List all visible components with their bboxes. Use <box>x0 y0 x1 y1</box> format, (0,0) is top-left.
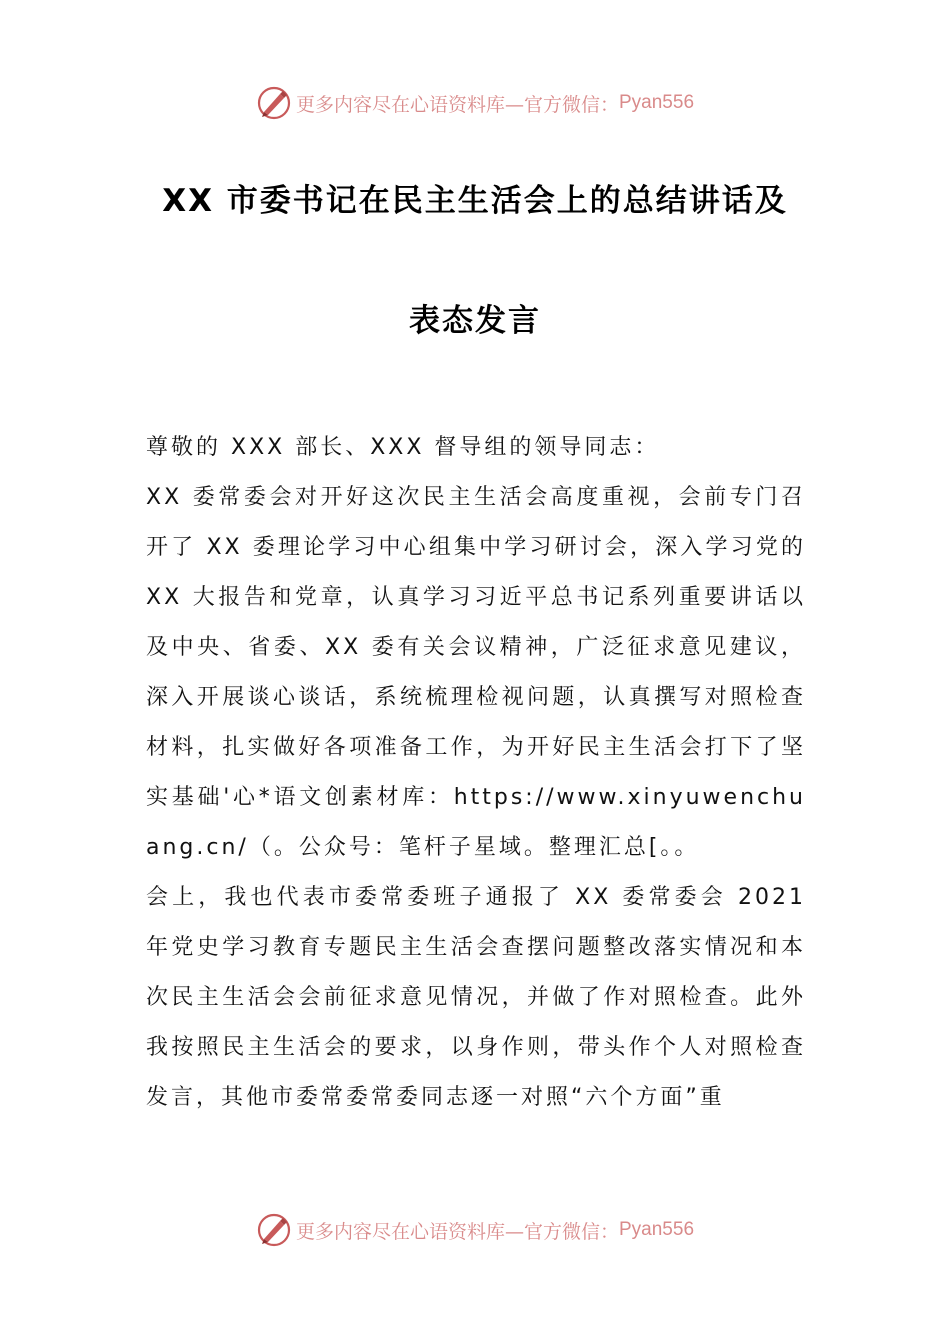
banner-wechat-id: Pyan556 <box>619 1219 695 1240</box>
header-watermark-banner <box>0 83 950 123</box>
banner-text: 更多内容尽在心语资料库—官方微信： <box>295 93 619 116</box>
footer-watermark-banner <box>0 1210 950 1250</box>
banner-wechat-id: Pyan556 <box>619 92 695 113</box>
salutation: 尊敬的 XXX 部长、XXX 督导组的领导同志： <box>146 435 660 460</box>
document-title-line-1: XX 市委书记在民主生活会上的总结讲话及 <box>162 183 788 219</box>
pen-logo-icon <box>256 85 292 121</box>
paragraph-2: 会上，我也代表市委常委班子通报了 XX 委常委会 2021 年党史学习教育专题民主生活会查摆问题整改落实情况和本次民主生活会会前征求意见情况，并做了作对照检查。此外我按照民主生活会的要求，以身作则，带头作个人对照检查发言，其他市委常委常委同志逐一对照“六个方面”重 <box>146 885 806 1110</box>
pen-logo-icon <box>256 1212 292 1248</box>
document-body <box>146 423 806 1123</box>
paragraph-1: XX 委常委会对开好这次民主生活会高度重视，会前专门召开了 XX 委理论学习中心组集中学习研讨会，深入学习党的 XX 大报告和党章，认真学习习近平总书记系列重要讲话以及中央、省委、XX 委有关会议精神，广泛征求意见建议，深入开展谈心谈话，系统梳理检视问题，认真撰写对照检查材料，扎实做好各项准备工作，为开好民主生活会打下了坚实基础'心*语文创素材库：https://www.xinyuwenchuang.cn/（。公众号：笔杆子星域。整理汇总[。。 <box>146 485 806 860</box>
banner-text: 更多内容尽在心语资料库—官方微信： <box>295 1220 619 1243</box>
document-title-line-2: 表态发言 <box>409 303 541 339</box>
